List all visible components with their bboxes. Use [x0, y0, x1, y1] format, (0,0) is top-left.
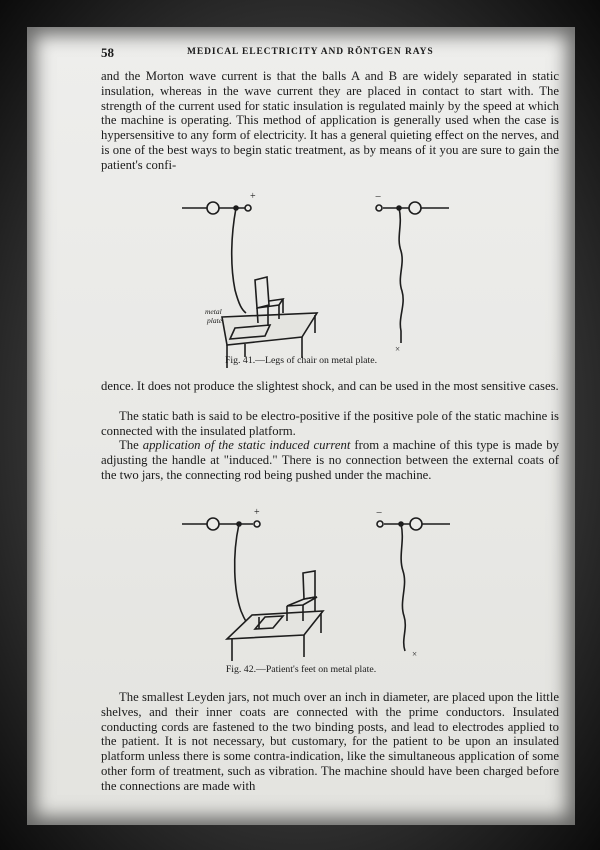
positive-sign: + — [254, 507, 260, 518]
book-page — [27, 27, 575, 825]
running-head: MEDICAL ELECTRICITY AND RÖNTGEN RAYS — [187, 47, 434, 57]
paragraph-dence: dence. It does not produce the slightest shock, and can be used in the most sensitive cases. — [101, 379, 559, 393]
page-number: 58 — [101, 45, 114, 60]
paragraph-morton-wave: and the Morton wave current is that the balls A and B are widely separated in static insulation, whereas in the wave current they are placed in contact to start with. The strength of the current used for static insulation is regulated mainly by the speed at which the machine is operating. This method of application is generally used when the case is hypersensitive to any form of electricity. It has a general quieting effect on the nerves, and is one of the best ways to begin static treatment, as by means of it you are sure to gain the patient's confi- — [101, 69, 559, 172]
paragraph-induced-current — [101, 438, 559, 482]
paragraph-leyden-jars: The smallest Leyden jars, not much over an inch in diameter, are placed upon the little shelves, and their inner coats are connected with the prime conductors. Insulated conducting cords are fastened to the two binding posts, and lead to electrodes applied to the patient. It is not necessary, but customary, for the patient to be upon an insulated platform unless there is some contra-indication, like the simultaneous application of some other form of treatment, such as vibration. The machine should have been charged before the connections are made with — [101, 690, 559, 793]
negative-sign: − — [375, 191, 382, 203]
figure-42 — [27, 507, 575, 681]
figure-42-caption: Fig. 42.—Patient's feet on metal plate. — [225, 664, 377, 675]
induced-text-end: from a machine of this type is made by adjusting the handle at "induced." There is no connection between the external coats of the two jars, the connecting rod being pushed under the machine. — [101, 438, 559, 482]
paragraph-static-bath: The static bath is said to be electro-positive if the positive pole of the static machine is connected with the insulated platform. — [101, 409, 559, 438]
wire-end-mark: × — [395, 344, 401, 354]
figure-41-caption: Fig. 41.—Legs of chair on metal plate. — [224, 355, 378, 366]
wire-end-mark: × — [412, 649, 418, 659]
page-header — [101, 45, 561, 61]
figure-41-illustration — [27, 191, 575, 355]
plate-label-plate: plate — [207, 316, 222, 325]
negative-sign: − — [376, 507, 383, 519]
figure-41 — [27, 191, 575, 375]
positive-sign: + — [250, 191, 256, 202]
figure-42-illustration — [27, 507, 575, 661]
plate-label-metal: metal — [205, 307, 222, 316]
induced-text-start: The — [119, 438, 143, 452]
induced-italic-phrase: application of the static induced current — [142, 438, 351, 452]
